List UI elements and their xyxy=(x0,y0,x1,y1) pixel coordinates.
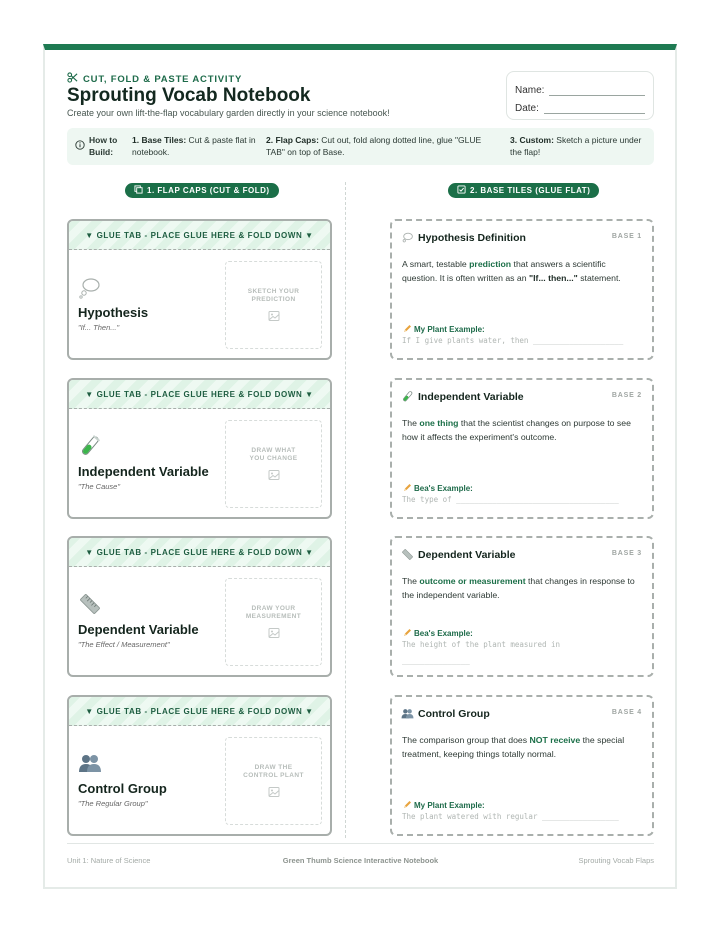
sketch-area[interactable]: DRAW THE CONTROL PLANT xyxy=(225,737,322,825)
image-icon xyxy=(268,786,280,798)
flap-card-dependent-variable[interactable] xyxy=(67,536,332,677)
base-tile-independent-variable xyxy=(390,378,654,519)
footer-section: Sprouting Vocab Flaps xyxy=(578,856,654,865)
base-term: Independent Variable xyxy=(418,391,524,403)
footer-notebook-title: Green Thumb Science Interactive Notebook xyxy=(282,856,439,865)
example-fill-line[interactable]: The plant watered with regular _________________ xyxy=(402,812,619,821)
flap-card-hypothesis[interactable] xyxy=(67,219,332,360)
test-tube-icon xyxy=(401,390,414,403)
flap-term: Dependent Variable xyxy=(78,622,199,637)
name-date-box xyxy=(506,71,654,120)
page-title: Sprouting Vocab Notebook xyxy=(67,85,311,106)
base-number: BASE 4 xyxy=(611,709,642,716)
flap-term: Hypothesis xyxy=(78,305,149,320)
glue-tab: ▼ GLUE TAB - PLACE GLUE HERE & FOLD DOWN ▼ xyxy=(69,538,330,567)
flap-nickname: "If... Then..." xyxy=(78,323,120,332)
flap-card-independent-variable[interactable] xyxy=(67,378,332,519)
date-label: Date: xyxy=(515,103,539,114)
flap-nickname: "The Cause" xyxy=(78,482,121,491)
base-tile-dependent-variable xyxy=(390,536,654,677)
date-field[interactable] xyxy=(544,102,645,114)
people-icon xyxy=(78,751,102,775)
sketch-area[interactable]: SKETCH YOUR PREDICTION xyxy=(225,261,322,349)
name-row xyxy=(515,78,645,96)
image-icon xyxy=(268,627,280,639)
glue-tab: ▼ GLUE TAB - PLACE GLUE HERE & FOLD DOWN ▼ xyxy=(69,697,330,726)
example-fill-line[interactable]: The height of the plant measured in _______________ xyxy=(402,640,561,665)
date-row xyxy=(515,96,645,114)
people-icon xyxy=(401,707,414,720)
name-field[interactable] xyxy=(549,84,645,96)
page-footer xyxy=(67,843,654,865)
base-tiles-heading: 2. BASE TILES (GLUE FLAT) xyxy=(448,183,599,198)
step-1: 1. Base Tiles: Cut & paste flat in notebook. xyxy=(132,135,256,157)
ruler-icon xyxy=(78,592,102,616)
thought-bubble-icon xyxy=(78,275,102,299)
image-icon xyxy=(268,469,280,481)
example-label: My Plant Example: xyxy=(402,324,485,334)
worksheet-page xyxy=(43,44,677,889)
ruler-icon xyxy=(401,548,414,561)
copy-icon xyxy=(134,185,143,196)
cut-divider xyxy=(345,182,346,838)
kicker-text: CUT, FOLD & PASTE ACTIVITY xyxy=(83,73,243,85)
base-tile-control-group xyxy=(390,695,654,836)
step-3: 3. Custom: Sketch a picture under the flap! xyxy=(510,135,642,157)
page-subtitle: Create your own lift-the-flap vocabulary garden directly in your science notebook! xyxy=(67,108,390,118)
image-icon xyxy=(268,310,280,322)
base-term: Hypothesis Definition xyxy=(418,232,526,244)
thought-bubble-icon xyxy=(401,231,414,244)
name-label: Name: xyxy=(515,85,545,96)
flap-term: Control Group xyxy=(78,781,167,796)
how-to-label: How to Build: xyxy=(75,134,117,158)
base-definition: The outcome or measurement that changes in response to the independent variable. xyxy=(402,576,635,600)
sketch-area[interactable]: DRAW YOUR MEASUREMENT xyxy=(225,578,322,666)
example-fill-line[interactable]: If I give plants water, then ____________________ xyxy=(402,336,624,345)
activity-kicker xyxy=(67,72,242,86)
base-tile-hypothesis xyxy=(390,219,654,360)
base-definition: The one thing that the scientist changes on purpose to see how it affects the experiment's outcome. xyxy=(402,418,631,442)
step-2: 2. Flap Caps: Cut out, fold along dotted line, glue "GLUE TAB" on top of Base. xyxy=(266,135,482,157)
example-label: My Plant Example: xyxy=(402,800,485,810)
scissors-icon xyxy=(67,72,78,86)
example-fill-line[interactable]: The type of ____________________________________ xyxy=(402,495,619,504)
flap-card-control-group[interactable] xyxy=(67,695,332,836)
flap-term: Independent Variable xyxy=(78,464,209,479)
base-definition: A smart, testable prediction that answers a scientific question. It is often written as an "If... then..." statement. xyxy=(402,259,621,283)
sketch-area[interactable]: DRAW WHAT YOU CHANGE xyxy=(225,420,322,508)
base-number: BASE 3 xyxy=(611,550,642,557)
glue-tab: ▼ GLUE TAB - PLACE GLUE HERE & FOLD DOWN ▼ xyxy=(69,380,330,409)
flap-nickname: "The Effect / Measurement" xyxy=(78,640,170,649)
example-label: Bea's Example: xyxy=(402,483,473,493)
how-to-build-panel xyxy=(67,128,654,165)
base-definition: The comparison group that does NOT receive the special treatment, keeping things totally normal. xyxy=(402,735,625,759)
info-icon xyxy=(75,140,85,153)
flap-caps-heading: 1. FLAP CAPS (CUT & FOLD) xyxy=(125,183,279,198)
footer-unit: Unit 1: Nature of Science xyxy=(67,856,151,865)
base-term: Dependent Variable xyxy=(418,549,516,561)
base-number: BASE 1 xyxy=(611,233,642,240)
base-number: BASE 2 xyxy=(611,392,642,399)
base-term: Control Group xyxy=(418,708,490,720)
flap-nickname: "The Regular Group" xyxy=(78,799,148,808)
checkbox-icon xyxy=(457,185,466,196)
example-label: Bea's Example: xyxy=(402,628,473,638)
glue-tab: ▼ GLUE TAB - PLACE GLUE HERE & FOLD DOWN ▼ xyxy=(69,221,330,250)
test-tube-icon xyxy=(78,434,102,458)
